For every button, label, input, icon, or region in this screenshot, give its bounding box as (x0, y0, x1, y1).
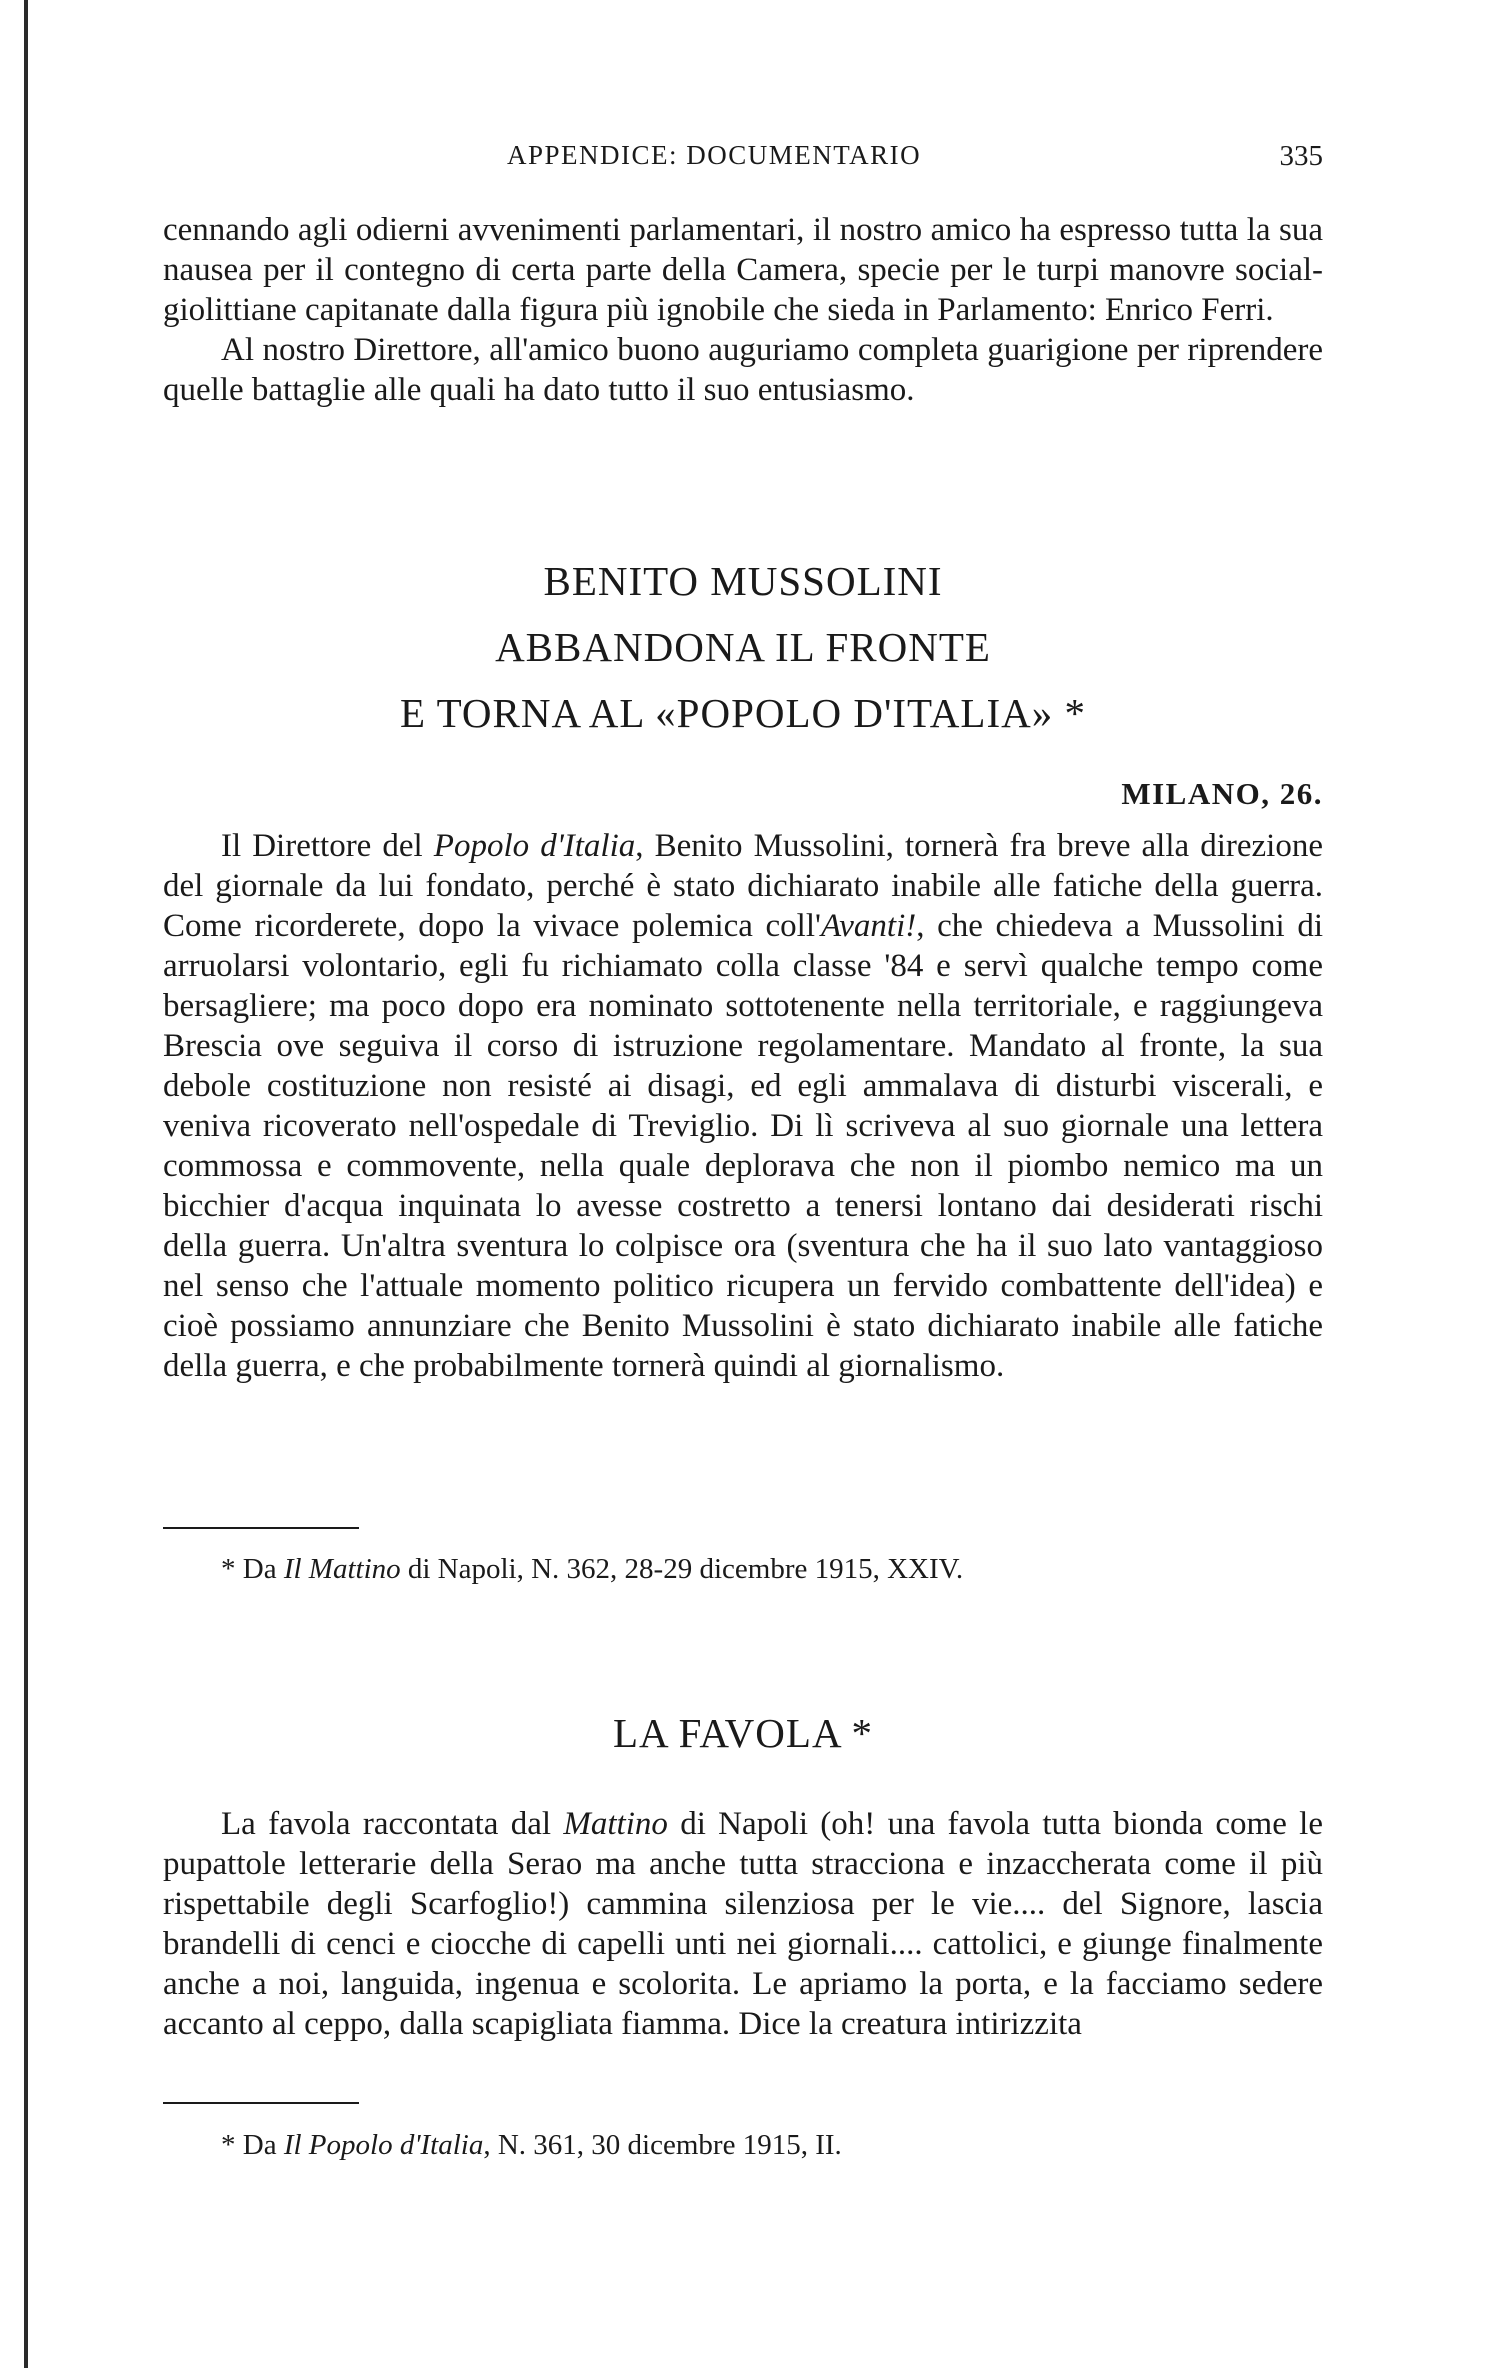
article-title-line: BENITO MUSSOLINI (543, 558, 943, 604)
footnote: * Da Il Popolo d'Italia, N. 361, 30 dicembre 1915, II. (221, 2129, 842, 2161)
newspaper-title: Mattino (563, 1806, 668, 1842)
article-title-line: E TORNA AL «POPOLO D'ITALIA» * (400, 690, 1086, 736)
dateline: MILANO, 26. (1121, 776, 1323, 811)
article-paragraph: Il Direttore del Popolo d'Italia, Benito Mussolini, tornerà fra breve alla direzione del giornale da lui fondato, perché è stato dichiarato inabile alle fatiche della guerra. Come ricorderete, dopo la vivace polemica coll'Avanti!, che chiedeva a Mussolini di arruolarsi volontario, egli fu richiamato colla classe '84 e servì qualche tempo come bersagliere; ma poco dopo era nominato sottotenente nella territoriale, e raggiungeva Brescia ove seguiva il corso di istruzione regolamentare. Mandato al fronte, la sua debole costituzione non resisté ai disagi, ed egli ammalava di disturbi viscerali, e veniva ricoverato nell'ospedale di Treviglio. Di lì scriveva al suo giornale una lettera commossa e commovente, nella quale deplorava che non il piombo nemico ma un bicchier d'acqua inquinata lo avesse costretto a tenersi lontano dai desiderati rischi della guerra. Un'altra sventura lo colpisce ora (sventura che ha il suo lato vantaggioso nel senso che l'attuale momento politico ricupera un fervido combattente dell'idea) e cioè possiamo annunziare che Benito Mussolini è stato dichiarato inabile alle fatiche della guerra, e che probabilmente tornerà quindi al giornalismo. (163, 828, 1323, 1384)
binding-edge (24, 0, 28, 2368)
article-body (163, 1804, 1323, 2044)
article-title (163, 548, 1323, 746)
newspaper-title: Avanti! (820, 908, 917, 944)
running-head (163, 140, 1323, 180)
footnote-rule (163, 2102, 359, 2104)
continuation-paragraph-closing: Al nostro Direttore, all'amico buono auguriamo completa guarigione per riprendere quelle battaglie alle quali ha dato tutto il suo entusiasmo. (163, 332, 1323, 408)
source-title: Il Mattino (283, 1553, 401, 1585)
footnote-rule (163, 1527, 359, 1529)
article-body (163, 826, 1323, 1386)
source-title: Il Popolo d'Italia (283, 2129, 484, 2161)
newspaper-title: Popolo d'Italia (433, 828, 636, 864)
continuation-text (163, 210, 1323, 410)
article-title-line: ABBANDONA IL FRONTE (495, 624, 991, 670)
article-title: LA FAVOLA * (612, 1710, 874, 1756)
continuation-paragraph: cennando agli odierni avvenimenti parlamentari, il nostro amico ha espresso tutta la sua nausea per il contegno di certa parte della Camera, specie per le turpi manovre social-giolittiane capitanate dalla figura più ignobile che sieda in Parlamento: Enrico Ferri. (163, 212, 1323, 328)
footnote: * Da Il Mattino di Napoli, N. 362, 28-29 dicembre 1915, XXIV. (221, 1553, 964, 1585)
running-title: APPENDICE: DOCUMENTARIO (507, 140, 922, 170)
page-number: 335 (1279, 140, 1323, 172)
article-paragraph: La favola raccontata dal Mattino di Napoli (oh! una favola tutta bionda come le pupattole letterarie della Serao ma anche tutta stracciona e inzaccherata come il più rispettabile degli Scarfoglio!) cammina silenziosa per le vie.... del Signore, lascia brandelli di cenci e ciocche di capelli unti nei giornali.... cattolici, e giunge finalmente anche a noi, languida, ingenua e scolorita. Le apriamo la porta, e la facciamo sedere accanto al ceppo, dalla scapigliata fiamma. Dice la creatura intirizzita (163, 1806, 1323, 2042)
